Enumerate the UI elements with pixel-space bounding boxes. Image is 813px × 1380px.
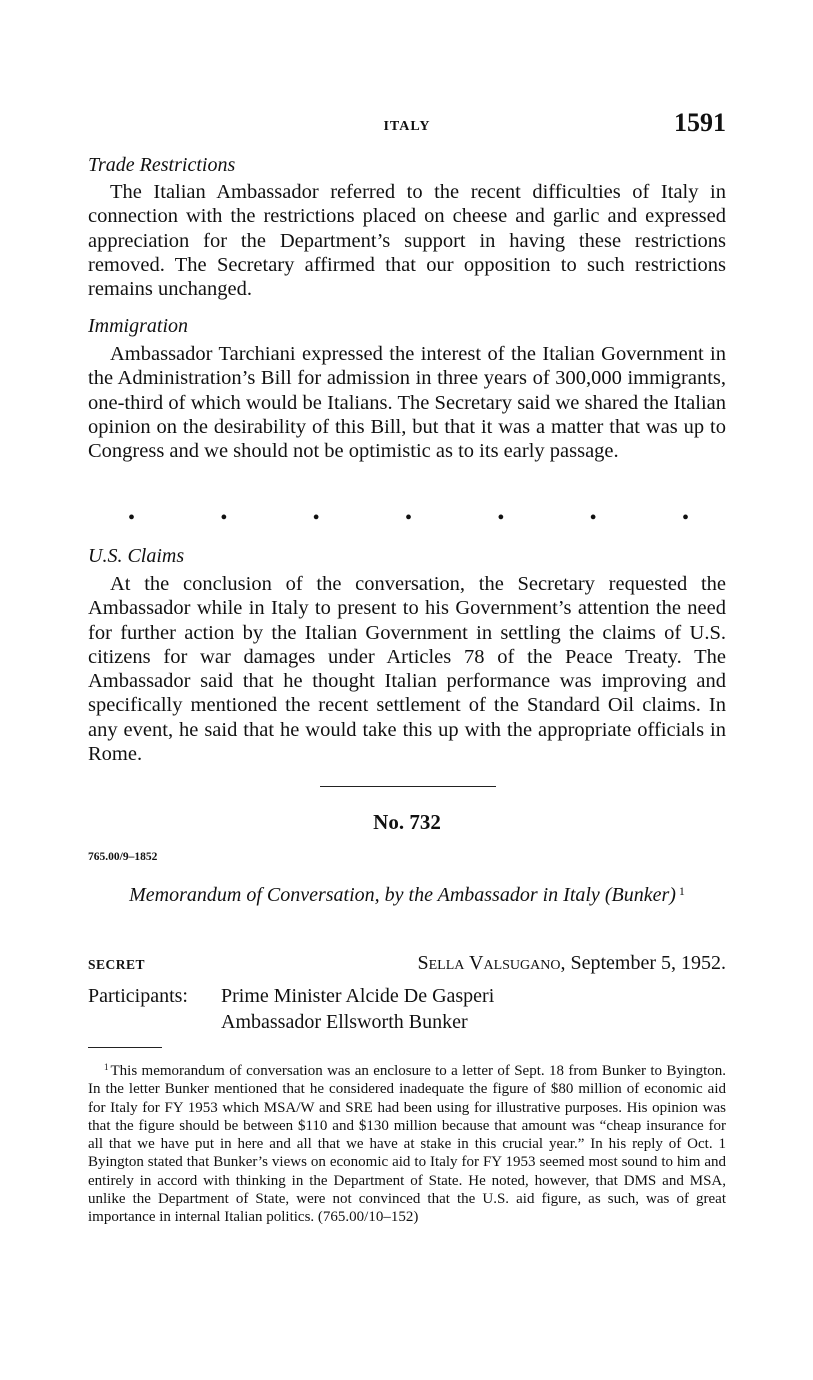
section-divider — [320, 786, 496, 787]
ellipsis-dot: • — [128, 507, 136, 529]
ellipsis-dot: • — [681, 507, 689, 529]
footnote-rule — [88, 1047, 162, 1048]
file-reference: 765.00/9–1852 — [88, 851, 158, 863]
date: September 5, 1952. — [570, 952, 726, 974]
heading-trade-restrictions: Trade Restrictions — [88, 154, 236, 176]
paragraph-trade-restrictions: The Italian Ambassador referred to the recent difficulties of Italy in connection with the restrictions placed on cheese and garlic and expressed appreciation for the Department’s support in having these restrictions removed. The Secretary affirmed that our opposition to such restrictions remains unchanged. — [88, 181, 726, 301]
ellipsis-dot: • — [220, 507, 228, 529]
paragraph-immigration: Ambassador Tarchiani expressed the interest of the Italian Government in the Administration’s Bill for admission in three years of 300,000 immigrants, one-third of which would be Italians. The Secretary said we shared the Italian opinion on the desirability of this Bill, but that it was a matter that was up to Congress and we should not be optimistic as to its early passage. — [88, 343, 726, 463]
ellipsis-dot: • — [589, 507, 597, 529]
heading-immigration: Immigration — [88, 315, 188, 337]
ellipsis-dot: • — [312, 507, 320, 529]
ellipsis-dot: • — [404, 507, 412, 529]
heading-us-claims: U.S. Claims — [88, 545, 185, 567]
running-title: ITALY — [383, 119, 431, 134]
omission-ellipsis — [128, 506, 688, 530]
paragraph-us-claims: At the conclusion of the conversation, the Secretary requested the Ambassador while in Italy to present to his Government’s attention the need for further action by the Italian Government in settling the claims of U.S. citizens for war damages under Articles 78 of the Peace Treaty. The Ambassador said that he thought Italian performance was improving and specifically mentioned the recent settlement of the Standard Oil claims. In any event, he said that he would take this up with the appropriate officials in Rome. — [88, 573, 726, 766]
memo-title — [118, 879, 696, 907]
place: Sella Valsugano, — [417, 952, 566, 974]
ellipsis-dot: • — [497, 507, 505, 529]
running-head — [88, 108, 726, 144]
participant: Ambassador Ellsworth Bunker — [221, 1011, 468, 1033]
classification-label: SECRET — [88, 957, 146, 972]
footnote — [88, 1058, 726, 1227]
document-number: No. 732 — [373, 810, 441, 834]
footnote-text: This memorandum of conversation was an enclosure to a letter of Sept. 18 from Bunker to Byington. In the letter Bunker mentioned that he considered inadequate the figure of $80 million of economic aid for Italy for FY 1953 which MSA/W and SRE had been using for illustrative purposes. His opinion was that the figure should be between $110 and $130 million because that amount was “cheap insurance for all that we have put in here and all that we have at stake in this crucial year.” In his reply of Oct. 1 Byington stated that Bunker’s views on economic aid to Italy for FY 1953 seemed most sound to him and entirely in accord with thinking in the Department of State. He noted, however, that DMS and MSA, unlike the Department of State, were not convinced that the U.S. aid figure, as such, was of great importance in internal Italian politics. (765.00/10–152) — [88, 1063, 726, 1226]
footnote-mark: 1 — [104, 1062, 109, 1072]
participants-label: Participants: — [88, 985, 188, 1007]
page-number: 1591 — [674, 108, 726, 137]
footnote-reference: 1 — [678, 884, 685, 898]
place-date — [417, 952, 726, 975]
participant: Prime Minister Alcide De Gasperi — [221, 985, 495, 1007]
memo-title-text: Memorandum of Conversation, by the Ambassador in Italy (Bunker) — [129, 884, 676, 906]
participants-list — [221, 983, 494, 1035]
